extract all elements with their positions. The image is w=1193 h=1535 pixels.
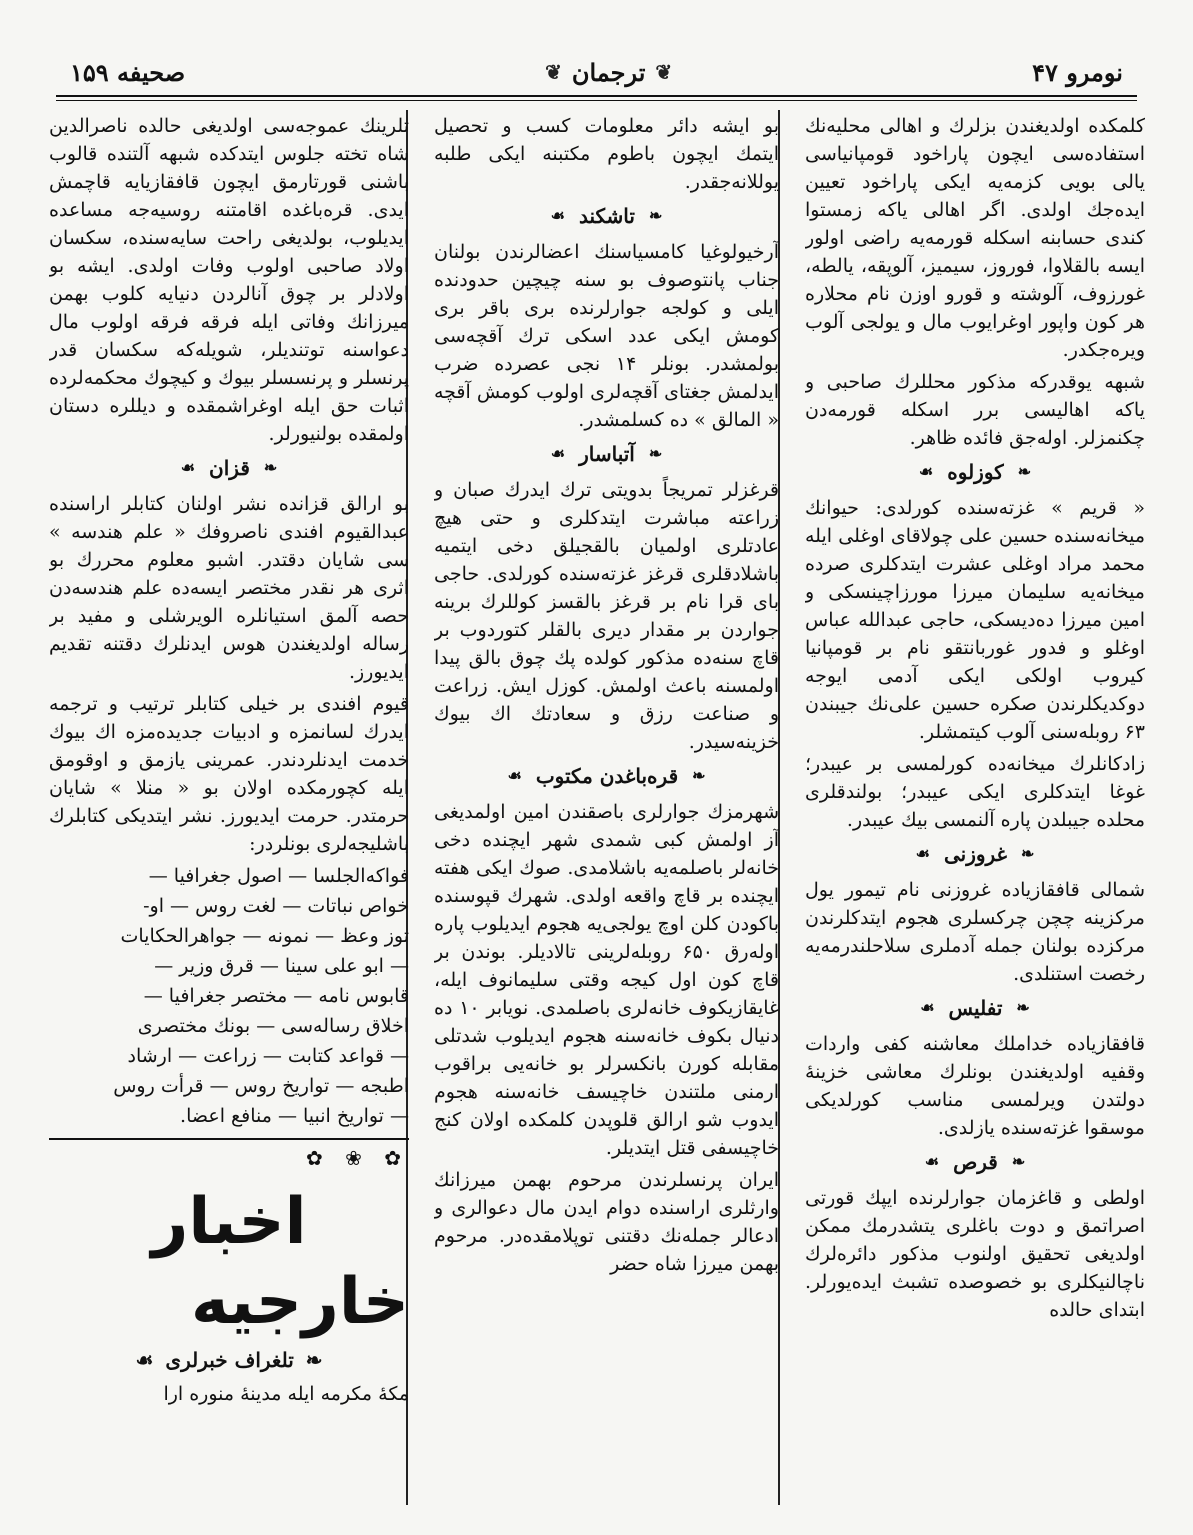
section-heading [434,202,779,230]
paragraph: آرخیولوغیا کامسیاسنك اعضالرندن بولنان جناب پانتوصوف بو سنه چیچین حدودنده ایلی و کولجه جوارلرنده بری باقر بری کومش ایکی عدد اسکی ترك آقچه‌سی بولمشدر. بونلر ۱۴ نجی عصرده ضرب ایدلمش جغتای آقچه‌لری اولوب کومش آقچه « المالق » ده کسلمشدر. [434,241,779,431]
section-title: تفلیس [948,996,1003,1020]
ornament-icon: ❧ [1011,1152,1026,1171]
ornament-icon: ❦ [655,60,673,84]
ornament-icon: ❧ [1016,998,1030,1017]
ornament-icon: ☙ [180,458,196,477]
section-heading [805,840,1145,868]
list-item: توز وعظ — نمونه — جواهرالحکایات [120,925,409,947]
ornament-divider: ✿ ❀ ✿ [49,1138,409,1172]
list-item: — قواعد کتابت — زراعت — ارشاد [127,1045,409,1067]
list-item: — تواریخ انبیا — منافع اعضا. [180,1105,409,1127]
paragraph: شمالی قافقازیاده غروزنی نام تیمور یول مرکزینه چچن چرکسلری هجوم ایتدکلرندن مرکزده بولنان جمله آدملری سلاحلندرمه‌یه رخصت استنلدی. [805,879,1145,985]
newspaper-title: ترجمان [571,57,646,87]
paragraph: ایران پرنسلرندن مرحوم بهمن میرزانك وارثلری اراسنده دوام ایدن مال دعوالری و ادعالر جمله‌نك دقتنی توپلامقده‌در. مرحوم بهمن میرزا شاه حضر [434,1169,779,1275]
list-item: فواکه‌الجلسا — اصول جغرافیا — [148,865,409,887]
column-right [805,112,1145,1505]
ornament-icon: ❧ [648,206,663,225]
paragraph: زادکانلرك میخانه‌ده کورلمسی بر عیبدر؛ غوغا ایتدکلری ایکی عیبدر؛ بولندقلری محلده جیبلدن پاره آلنمسی بیك عیبدر. [805,753,1145,831]
paragraph: اولطی و قاغزمان جوارلرنده ایپك قورتی اصراتمق و دوت باغلری یتشدرمك ممکن اولدیغی تحقیق اولنوب مذکور دائره‌لرك ناچالنیکلری بو خصوصده تشبث ایده‌یورلر. ابتدای حالده [805,1187,1145,1321]
paragraph: « قریم » غزته‌سنده کورلدی: حیوانك میخانه‌سنده حسین علی چولاقای اوغلی ایله محمد مراد اوغلی عشرت ایتدکلری صرده میخانه‌یه سلیمان میرزا مورزاچینسکی و امین میرزا ده‌دیسکی، حاجی عبدالله عباس اوغلو و فدور غوربانتقو نام بر قومپانیا کیروب اولکی ایکی آدمی ایوجه دوکدیکلرندن صکره حسین علی‌نك جیبندن ۶۳ روبله‌سنی آلوب کیتمشلر. [805,497,1145,743]
list-item: اخلاق رساله‌سی — بونك مختصری [137,1015,409,1037]
paragraph: قافقازیاده خداملك معاشنه کفی واردات وقفیه اولدیغندن بونلرك معاشی خزینهٔ دولتدن ویرلمسی مناسب کورلدیکی موسقوا غزته‌سنده یازلدی. [805,1033,1145,1139]
page-label: صحیفه ۱۵۹ [70,57,186,87]
ornament-icon: ☙ [550,444,566,463]
list-item: قابوس نامه — مختصر جغرافیا — [143,985,409,1007]
section-heading [434,762,779,790]
paragraph: شهرمزك جوارلری باصقندن امین اولمدیغی آز اولمش کبی شمدی شهر ایچنده دخی خانه‌لر باصلمه‌یه باشلامدی. صوك ایکی هفته ایچنده بر قاچ واقعه اولدی. شهرك قپوسنده باکودن کلن اوچ یولجی‌یه هجوم ایدیلوب پاره اوله‌رق ۶۵۰ روبله‌لرینی تالادیلر. بوندن بر قاچ کون اول کیجه وقتی سلیمانوف ایله، غایقازیکوف خانه‌لری باصلمدی. نویابر ۱۰ ده دنیال بکوف خانه‌سنه هجوم ایدیلوب شدتلی مقابله کورن بانکسرلر بو خانه‌یی براقوب ارمنی ملتندن خاچیسف خانه‌سنه هجوم ایدوب شو ارالق قلوپدن کلمکده اولان کنج خاچیسفی قتل ایتدیلر. [434,801,779,1159]
paragraph: بو ارالق قزانده نشر اولنان کتابلر اراسنده عبدالقیوم افندی ناصروفك « علم هندسه » سی شایان دقتدر. اشبو معلوم محررك بو اثری هر نقدر مختصر ایسه‌ده علم هندسه‌دن حصه آلمق استیانلره الویرشلی و مفید بر رساله اولدیغندن هوس ایدنلرك دقتنه تقدیم ایدیورز. [49,493,409,683]
section-heading [805,994,1145,1022]
paragraph: قرغزلر تمریجاً بدویتی ترك ایدرك صبان و زراعته مباشرت ایتدکلری و حتی هیچ عادتلری اولمیان بالقجیلق دخی ایتمیه باشلادقلری قرغز غزته‌سنده کورلدی. حاجی بای قرا نام بر قرغز بالقسز کوللرك برینه جواردن بر مقدار دیری بالقلر کتوردوب بر قاچ سنه‌ده مذکور کولده پك چوق بالق پیدا اولمسنه باعث اولمش. کوزل ایش. زراعت و صناعت رزق و سعادتك اك بیوك خزینه‌سیدر. [434,479,779,753]
ornament-icon: ☙ [507,766,522,785]
column-middle [434,112,779,1505]
paragraph: بو ایشه دائر معلومات کسب و تحصیل ایتمك ایچون باطوم مکتبنه ایکی طلبه یوللانه‌جقدر. [434,115,779,193]
section-title: تاشکند [578,204,635,228]
section-title: تلغراف خبرلری [165,1348,294,1372]
section-title: قزان [209,456,250,480]
ornament-icon: ❦ [545,60,562,84]
list-item: اطبجه — تواریخ روس — قرأت روس [113,1075,409,1097]
ornament-icon: ❧ [1021,844,1035,863]
section-heading [49,454,409,482]
paragraph: تلرینك عموجه‌سی اولدیغی حالده ناصرالدین شاه تخته جلوس ایتدکده شبهه آلتنده قالوب باشنی قورتارمق ایچون قافقازیایه قاچمش ایدی. قره‌باغده اقامتنه روسیه‌جه مساعده ایدیلوب، بولدیغی راحت سایه‌سنده، سکسان اولاد صاحبی اولوب وفات اولدی. ایشه بو اولادلر بر چوق آنالردن دنیایه کلوب بهمن میرزانك وفاتی ایله فرقه فرقه اولوب مال دعواسنه توتندیلر، شویله‌که سکسان قدر پرنسلر و پرنسسلر بیوك و کیچوك محکمه‌لرده اثبات حق ایله اوغراشمقده و دیللره دستان اولمقده بولنیورلر. [49,115,409,445]
section-title: قرص [953,1150,998,1174]
ornament-icon: ☙ [924,1152,940,1171]
section-heading [49,1346,409,1374]
ornament-icon: ☙ [135,1348,154,1372]
ornament-icon: ☙ [915,844,930,863]
section-title: غروزنی [943,842,1007,866]
ornament-icon: ❧ [1017,462,1032,481]
list-item: خواص نباتات — لغت روس — او- [143,895,409,917]
newspaper-title-block [545,58,672,87]
foreign-news-heading: اخبار خارجیه [151,1185,409,1339]
column-left [49,112,409,1505]
section-heading [805,458,1145,486]
paragraph: کلمکده اولدیغندن بزلرك و اهالی محلیه‌نك استفاده‌سی ایچون پاراخود قومپانیاسی یالی بویی کزمه‌یه ایکی پاراخود تعیین ایده‌جك اولدی. اگر اهالی یاکه زمستوا کندی حسابنه اسکله قورمه‌یه راضی اولور ایسه بالقلاوا، فوروز، سیمیز، آلوپقه، یالطه، غورزوف، آلوشته و قورو اوزن نام محلاره هر کون واپور اوغرایوب مال و یولجی آلوب ویره‌جکدر. [805,115,1145,361]
section-title: آتباسار [579,442,635,466]
list-item: — ابو علی سینا — قرق وزیر — [154,955,409,977]
ornament-icon: ☙ [918,462,934,481]
ornament-icon: ❧ [305,1348,323,1372]
ornament-icon: ❧ [263,458,278,477]
book-list [49,862,409,1130]
paragraph: مکهٔ مکرمه ایله مدینهٔ منوره ارا [163,1383,409,1405]
section-heading [805,1148,1145,1176]
paragraph: شبهه یوقدرکه مذکور محللرك صاحبی و یاکه اهالیسی برر اسکله قورمه‌دن چکنمزلر. اوله‌جق فائده ظاهر. [805,371,1145,449]
ornament-icon: ☙ [920,998,935,1017]
ornament-icon: ❧ [692,766,706,785]
ornament-icon: ❧ [648,444,663,463]
ornament-icon: ☙ [550,206,565,225]
section-title: کوزلوه [947,460,1004,484]
masthead [70,52,1123,92]
section-title: قره‌باغدن مکتوب [535,764,679,788]
paragraph: قیوم افندی بر خیلی کتابلر ترتیب و ترجمه ایدرك لسانمزه و ادبیات جدیده‌مزه اك بیوك خدمت ایدنلردندر. عمرینی یازمق و اوقومق ایله کچورمکده اولان بو « منلا » شایان حرمتدر. حرمت ایدیورز. نشر ایتدیکی کتابلرك باشلیجه‌لری بونلردر: [49,693,409,855]
header-rule [56,95,1137,101]
issue-label: نومرو ۴۷ [1032,57,1123,87]
section-heading [434,440,779,468]
